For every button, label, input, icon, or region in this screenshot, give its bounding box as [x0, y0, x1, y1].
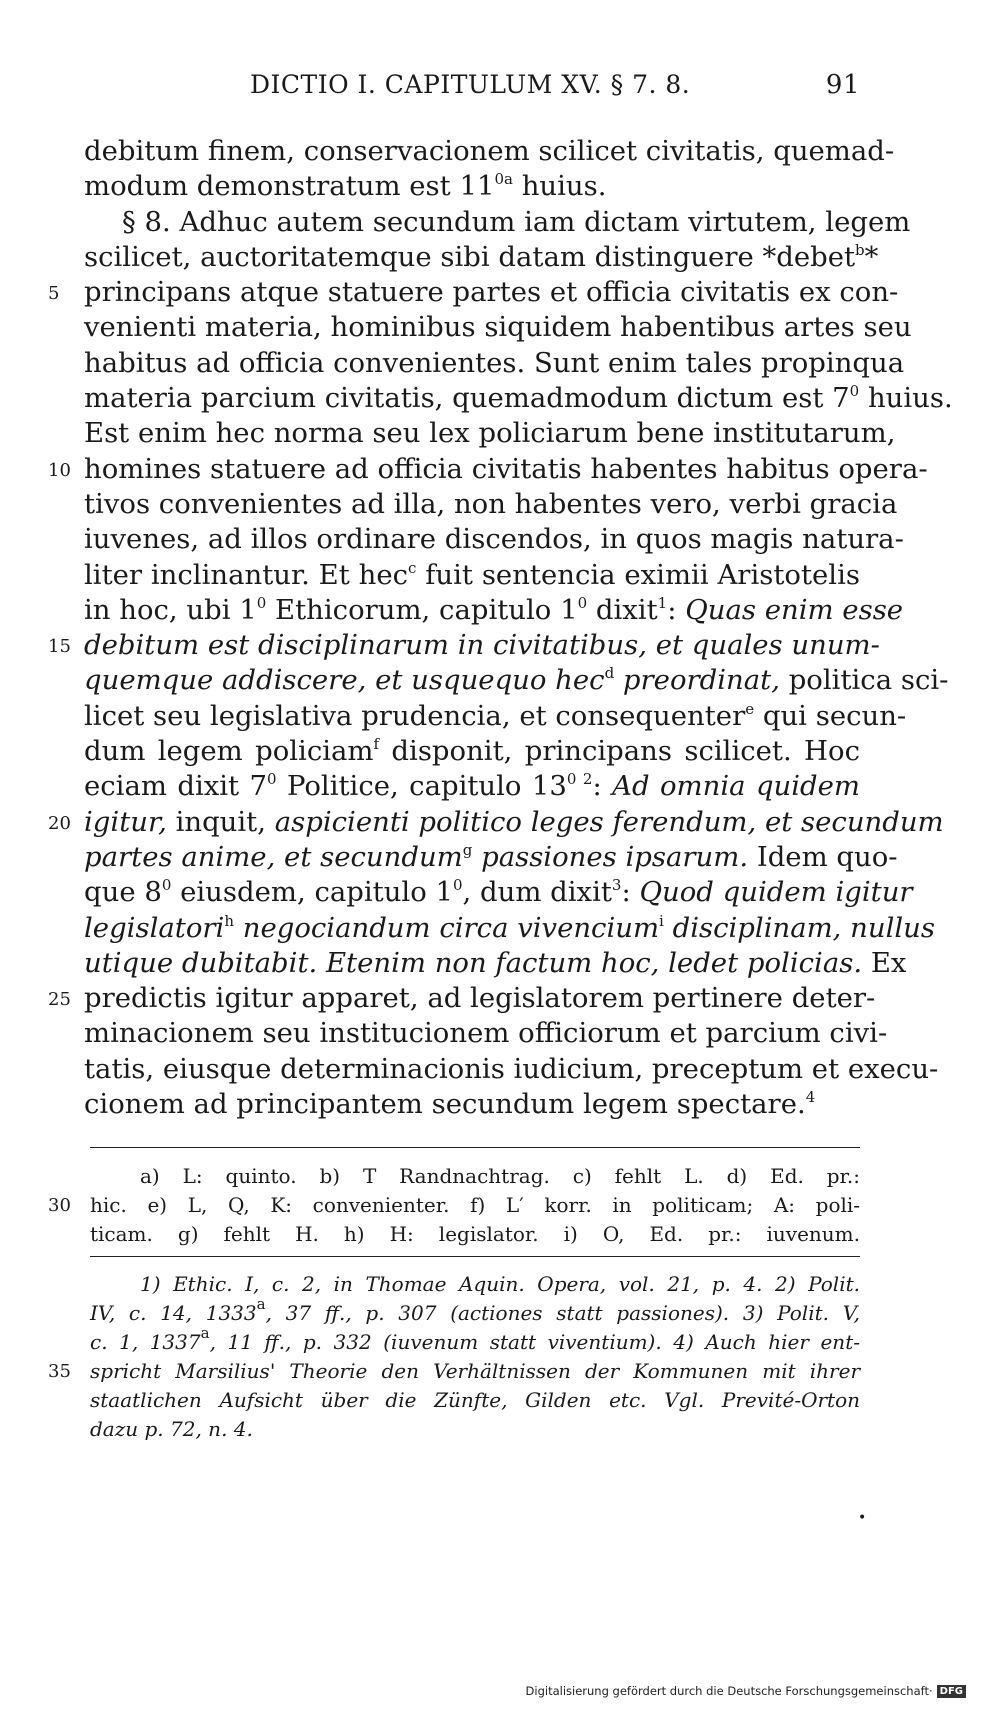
text-line: venienti materia, hominibus siquidem habentibus artes seu [84, 311, 912, 344]
line-number: 15 [48, 636, 71, 658]
page-number: 91 [825, 70, 860, 100]
text-line: in hoc, ubi $1^0$ Ethicorum, capitulo $1^0$ dixit$^1$: Quas enim esse [84, 593, 904, 626]
running-header [250, 70, 860, 110]
text-line: dum legem policiam$^f$ disponit, principans scilicet. Hoc [84, 735, 860, 768]
text-line: tatis, eiusque determinacionis iudicium, preceptum et execu- [84, 1052, 939, 1085]
note-line: dazu p. 72, n. 4. [90, 1417, 253, 1441]
text-line: 25 predictis igitur apparet, ad legislatorem pertinere deter- [84, 981, 860, 1016]
dfg-logo: DFG [937, 1685, 966, 1698]
text-line: § 8. Adhuc autem secundum iam dictam virtutem, legem [122, 205, 911, 238]
text-line: 15 debitum est disciplinarum in civitatibus, et quales unum- [84, 628, 860, 663]
digitization-credit: Digitalisierung gefördert durch die Deutsche Forschungsgemeinschaft· DFG [526, 1684, 966, 1698]
apparatus-line: 30 hic. e) L, Q, K: convenienter. f) L′ korr. in politicam; A: poli- [90, 1191, 860, 1220]
text-line: cionem ad principantem secundum legem spectare.$^4$ [84, 1088, 816, 1121]
main-text [48, 134, 953, 1122]
note-line: IV, c. 14, 1333$^a$, 37 ff., p. 307 (actiones statt passiones). 3) Polit. V, [90, 1295, 860, 1325]
apparatus-line: ticam. g) fehlt H. h) H: legislator. i) O, Ed. pr.: iuvenum. [90, 1222, 860, 1246]
line-number: 30 [48, 1195, 71, 1216]
apparatus-divider [90, 1147, 860, 1148]
text-line: que $8^0$ eiusdem, capitulo $1^0$, dum dixit$^3$: Quod quidem igitur [84, 876, 913, 909]
line-number: 20 [48, 812, 71, 834]
text-line: habitus ad officia convenientes. Sunt enim tales propinqua [84, 346, 905, 379]
text-line: partes anime, et secundum$^g$ passiones ipsarum. Idem quo- [84, 840, 898, 873]
text-line: debitum finem, conservacionem scilicet civitatis, quemad- [84, 135, 895, 167]
text-line: 5 principans atque statuere partes et officia civitatis ex con- [84, 275, 860, 310]
text-line: eciam dixit $7^0$ Politice, capitulo $13^{0 2}$: Ad omnia quidem [84, 770, 861, 803]
text-line: modum demonstratum est $11^{0a}$ huius. [84, 170, 607, 203]
text-line: Est enim hec norma seu lex policiarum bene institutarum, [84, 417, 896, 450]
line-number: 25 [48, 989, 71, 1011]
note-line: 35 spricht Marsilius' Theorie den Verhältnissen der Kommunen mit ihrer [90, 1357, 860, 1386]
commentary-divider [90, 1256, 860, 1257]
line-number: 10 [48, 459, 71, 481]
text-line: scilicet, auctoritatemque sibi datam distinguere *debet$^b$* [84, 240, 879, 273]
text-line: liter inclinantur. Et hec$^c$ fuit sentencia eximii Aristotelis [84, 558, 860, 591]
text-line: legislatori$^h$ negociandum circa vivencium$^i$ disciplinam, nullus [84, 911, 936, 944]
note-line: c. 1, 1337$^a$, 11 ff., p. 332 (iuvenum statt viventium). 4) Auch hier ent- [90, 1324, 860, 1354]
text-line: tivos convenientes ad illa, non habentes vero, verbi gracia [84, 487, 898, 520]
critical-apparatus [48, 1162, 861, 1249]
text-line: quemque addiscere, et usquequo hec$^d$ preordinat, politica sci- [84, 664, 949, 697]
stray-mark: • [858, 1510, 867, 1526]
text-line: iuvenes, ad illos ordinare discendos, in quos magis natura- [84, 523, 904, 556]
text-line: 10 homines statuere ad officia civitatis habentes habitus opera- [84, 452, 860, 487]
text-line: 20 igitur, inquit, aspicienti politico leges ferendum, et secundum [84, 805, 860, 840]
note-line: staatlichen Aufsicht über die Zünfte, Gilden etc. Vgl. Previté-Orton [90, 1388, 860, 1412]
commentary-notes [48, 1270, 860, 1444]
text-line: licet seu legislativa prudencia, et consequenter$^e$ qui secun- [84, 699, 907, 732]
text-line: materia parcium civitatis, quemadmodum dictum est $7^0$ huius. [84, 382, 953, 415]
note-line: 1) Ethic. I, c. 2, in Thomae Aquin. Opera, vol. 21, p. 4. 2) Polit. [140, 1272, 860, 1296]
line-number: 35 [48, 1361, 71, 1382]
apparatus-line: a) L: quinto. b) T Randnachtrag. c) fehlt L. d) Ed. pr.: [140, 1164, 861, 1188]
running-title: DICTIO I. CAPITULUM XV. § 7. 8. [250, 70, 691, 99]
line-number: 5 [48, 283, 60, 305]
text-line: utique dubitabit. Etenim non factum hoc, ledet policias. Ex [84, 946, 907, 979]
text-line: minacionem seu institucionem officiorum et parcium civi- [84, 1017, 888, 1050]
